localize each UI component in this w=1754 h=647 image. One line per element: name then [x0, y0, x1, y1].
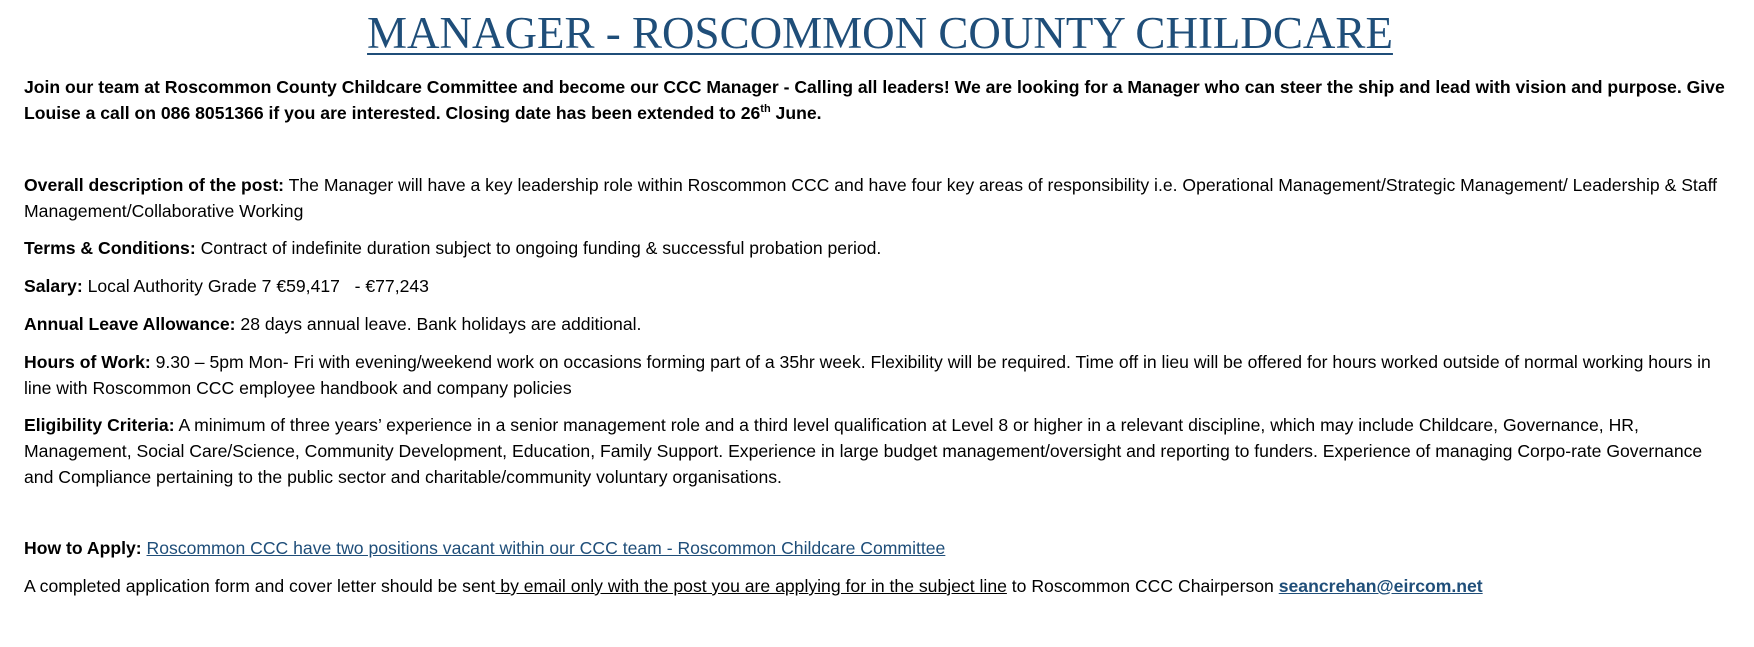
- send-text: A completed application form and cover letter should be sent: [24, 576, 496, 596]
- leave-paragraph: [24, 311, 1736, 337]
- hours-paragraph: [24, 349, 1736, 401]
- apply-label: How to Apply:: [24, 538, 142, 558]
- apply-paragraph: [24, 535, 1736, 561]
- page-title: [24, 6, 1736, 60]
- vacancy-link[interactable]: Roscommon CCC have two positions vacant within our CCC team - Roscommon Childcare Committee: [146, 538, 946, 558]
- eligibility-paragraph: [24, 412, 1736, 490]
- eligibility-text: A minimum of three years’ experience in a senior management role and a third level qualification at Level 8 or higher in a relevant discipline, which may include Childcare, Governance, HR, Management, Social Care/Science, Community Development, Education, Family Support. Experience in large budget management/oversight and reporting to funders. Experience of managing Corpo-rate Governance and Compliance pertaining to the public sector and charitable/community voluntary organisations.: [24, 415, 1703, 487]
- terms-paragraph: [24, 235, 1736, 261]
- description-label: Overall description of the post:: [24, 175, 285, 195]
- email-link[interactable]: seancrehan@eircom.net: [1278, 576, 1483, 596]
- description-text: The Manager will have a key leadership role within Roscommon CCC and have four key areas of responsibility i.e. Operational Management/Strategic Management/ Leadership & Staff Management/Collaborative Working: [24, 175, 1718, 221]
- intro-paragraph: [24, 74, 1736, 126]
- send-paragraph: [24, 573, 1736, 599]
- intro-text-end: June.: [770, 103, 822, 123]
- terms-text: Contract of indefinite duration subject to ongoing funding & successful probation period.: [195, 238, 882, 258]
- terms-label: Terms & Conditions:: [24, 238, 196, 258]
- send-text-underlined: by email only with the post you are applying for in the subject line: [495, 576, 1007, 596]
- hours-text: 9.30 – 5pm Mon- Fri with evening/weekend work on occasions forming part of a 35hr week. Flexibility will be required. Time off in lieu will be offered for hours worked outside of normal working hours in line with Roscommon CCC employee handbook and company policies: [24, 352, 1711, 398]
- eligibility-label: Eligibility Criteria:: [24, 415, 175, 435]
- salary-text: Local Authority Grade 7 €59,417 - €77,243: [82, 276, 429, 296]
- send-text-end: to Roscommon CCC Chairperson: [1006, 576, 1279, 596]
- intro-superscript: th: [760, 103, 771, 116]
- intro-text: Join our team at Roscommon County Childcare Committee and become our CCC Manager - Calling all leaders! We are looking for a Manager who can steer the ship and lead with vision and purpose. Give Louise a call on 086 8051366 if you are interested. Closing date has been extended to 26: [24, 77, 1725, 123]
- job-posting: [24, 0, 1736, 599]
- salary-label: Salary:: [24, 276, 83, 296]
- page-title-text: MANAGER - ROSCOMMON COUNTY CHILDCARE: [367, 8, 1393, 58]
- salary-paragraph: [24, 273, 1736, 299]
- leave-label: Annual Leave Allowance:: [24, 314, 236, 334]
- hours-label: Hours of Work:: [24, 352, 151, 372]
- leave-text: 28 days annual leave. Bank holidays are additional.: [235, 314, 642, 334]
- description-paragraph: [24, 172, 1736, 224]
